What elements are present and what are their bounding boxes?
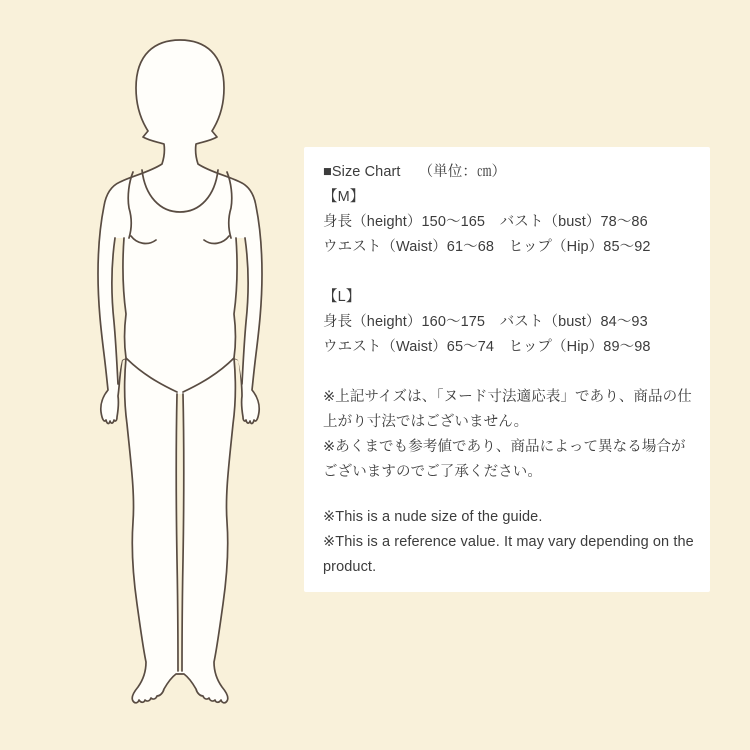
spacer	[323, 260, 698, 285]
size-m-row-waist-hip: ウエスト（Waist）61〜68 ヒップ（Hip）85〜92	[323, 239, 651, 255]
size-l-row-height-bust: 身長（height）160〜175 バスト（bust）84〜93	[323, 314, 648, 330]
notes-japanese	[323, 385, 698, 485]
spacer	[323, 360, 698, 385]
size-chart-panel	[304, 147, 710, 592]
size-label-l: 【L】	[323, 289, 361, 305]
size-block-l	[323, 285, 698, 360]
note-en-reference-value: ※This is a reference value. It may vary depending on the product.	[323, 534, 694, 575]
note-ja-reference-value: ※あくまでも参考値であり、商品によって異なる場合がございますのでご了承ください。	[323, 439, 686, 480]
spacer	[323, 485, 698, 505]
note-ja-nude-size: ※上記サイズは、「ヌード寸法適応表」であり、商品の仕上がり寸法ではございません。	[323, 389, 692, 430]
size-chart-title: ■Size Chart	[323, 164, 401, 180]
size-m-row-height-bust: 身長（height）150〜165 バスト（bust）78〜86	[323, 214, 648, 230]
size-l-row-waist-hip: ウエスト（Waist）65〜74 ヒップ（Hip）89〜98	[323, 339, 651, 355]
notes-english	[323, 505, 698, 580]
size-label-m: 【M】	[323, 189, 365, 205]
size-block-m	[323, 185, 698, 260]
size-chart-unit: （単位：㎝）	[418, 164, 507, 180]
note-en-nude-size: ※This is a nude size of the guide.	[323, 509, 543, 525]
size-chart-header	[323, 160, 698, 185]
